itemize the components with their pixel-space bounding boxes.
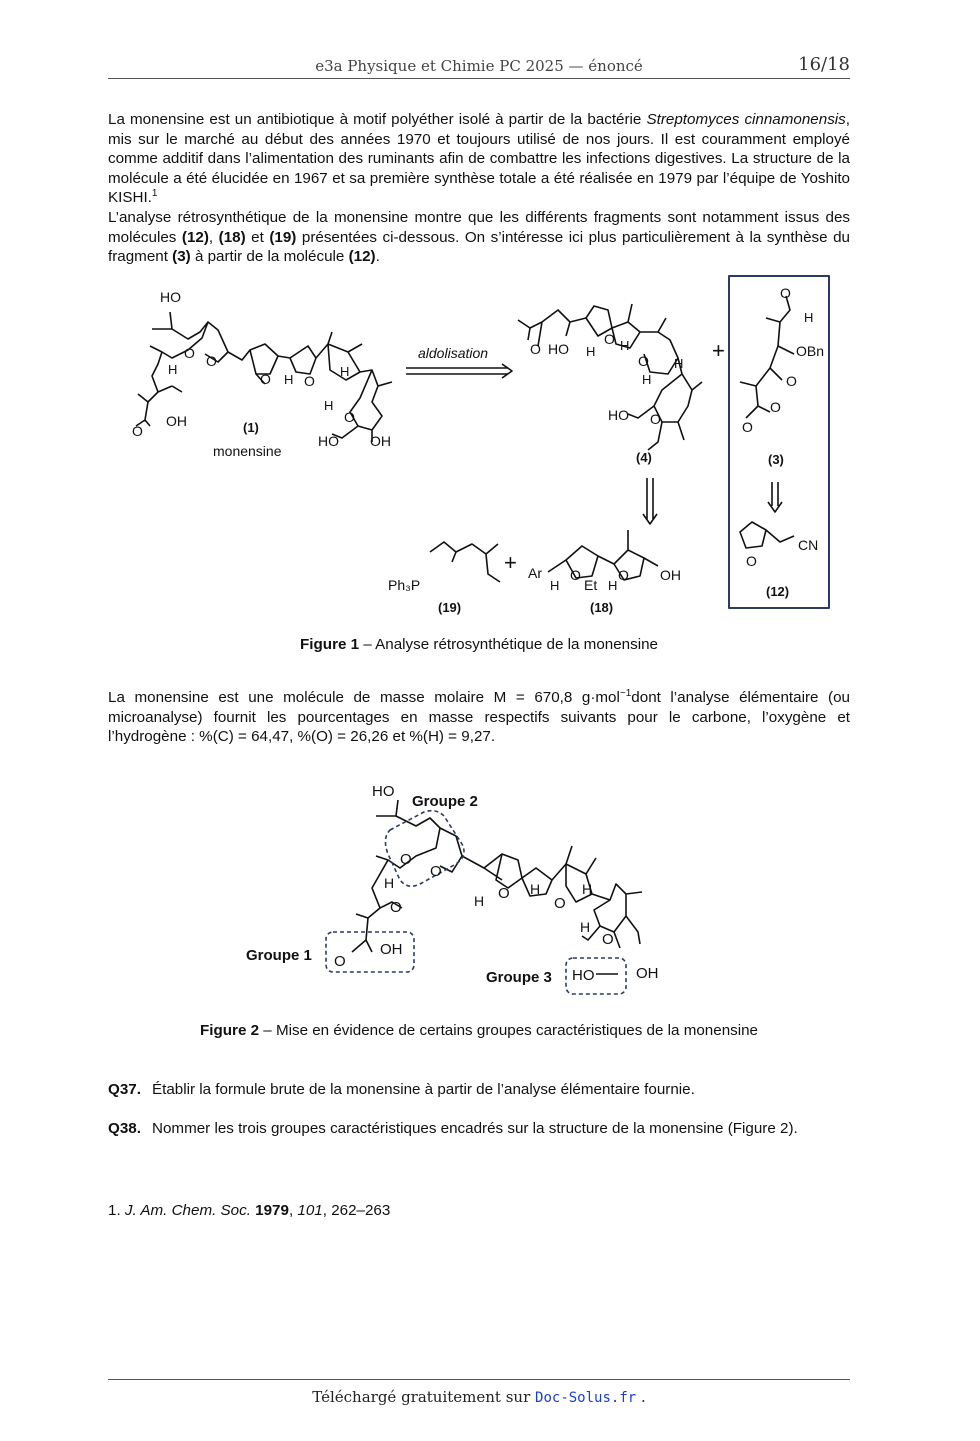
label-m4: (4) [636, 450, 652, 465]
molecule-ref: (19) [269, 228, 297, 246]
label-obn: OBn [796, 343, 825, 359]
doc-solus-link[interactable]: Doc-Solus.fr [535, 1390, 637, 1406]
label-plus: + [504, 550, 517, 575]
label-groupe-1: Groupe 1 [246, 947, 312, 964]
caption-text: – Analyse rétrosynthétique de la monensine [359, 636, 658, 653]
label-groupe-3: Groupe 3 [486, 969, 552, 986]
label-o: O [304, 373, 315, 389]
analysis-paragraph [108, 688, 850, 747]
label-o: O [498, 885, 510, 902]
page-number: 16/18 [798, 54, 850, 75]
intro-text: L’analyse rétrosynthétique de la monensine montre que les différents fragments sont notamment issus des molécules [108, 209, 850, 246]
question-q38 [108, 1119, 850, 1139]
question-number: Q37. [108, 1081, 141, 1098]
aldolisation-arrow [406, 364, 512, 378]
label-oh: OH [660, 567, 681, 583]
figure-2-caption [108, 1022, 850, 1039]
page-header [108, 54, 850, 79]
label-h: H [620, 338, 630, 353]
label-et: Et [584, 577, 598, 593]
label-o: O [132, 423, 143, 439]
label-oh: OH [370, 433, 391, 449]
label-o: O [400, 851, 412, 868]
intro-text: présentées ci-dessous. On s’intéresse ici plus particulièrement à la synthèse du fragment [108, 228, 850, 266]
intro-text: à partir de la molécule [190, 248, 349, 266]
label-o: O [638, 353, 649, 369]
figure-1-caption [108, 636, 850, 653]
label-ho: HO [160, 289, 181, 305]
label-o: O [334, 953, 346, 970]
question-text: Nommer les trois groupes caractéristiques encadrés sur la structure de la monensine (Figure 2). [152, 1120, 798, 1137]
footnote: 1. J. Am. Chem. Soc. 1979, 101, 262–263 [108, 1202, 391, 1219]
figure-1-retrosynthesis [110, 274, 850, 620]
label-oh: OH [636, 965, 659, 982]
label-h: H [384, 875, 395, 891]
molecule-3-skeleton [740, 296, 794, 418]
species-name: Streptomyces cinnamonensis [646, 111, 846, 128]
molecule-ref: (12) [348, 248, 376, 266]
label-o: O [390, 899, 402, 916]
footnote-number: 1. [108, 1202, 125, 1219]
page-footer [108, 1379, 850, 1406]
caption-label: Figure 2 [199, 1022, 260, 1039]
label-o: O [786, 373, 797, 389]
label-ar: Ar [528, 565, 542, 581]
label-m1: (1) [243, 420, 259, 435]
question-number: Q38. [108, 1120, 141, 1137]
label-ho: HO [572, 967, 595, 984]
label-h: H [582, 881, 593, 897]
label-monensine: monensine [213, 443, 282, 459]
caption-label: Figure 1 [300, 636, 360, 653]
label-plus: + [712, 338, 725, 363]
label-ho: HO [608, 407, 629, 423]
label-m12: (12) [766, 584, 790, 599]
label-aldolisation: aldolisation [418, 345, 489, 361]
label-h: H [586, 344, 596, 359]
label-m19: (19) [438, 600, 462, 615]
groupe-2-box [385, 811, 464, 887]
label-o: O [602, 931, 614, 948]
intro-text: La monensine est un antibiotique à motif polyéther isolé à partir de la bactérie [108, 111, 647, 128]
intro-paragraph-1 [108, 110, 850, 208]
label-oh: OH [166, 413, 187, 429]
label-o: O [618, 567, 629, 583]
label-o: O [742, 419, 753, 435]
figure-2-groups [240, 776, 700, 998]
label-h: H [474, 893, 485, 909]
footer-text: Téléchargé gratuitement sur [312, 1388, 536, 1406]
label-h: H [324, 398, 334, 413]
label-h: H [530, 881, 541, 897]
label-o: O [344, 409, 355, 425]
label-h: H [580, 919, 591, 935]
retro-arrow-4 [643, 478, 657, 524]
label-o: O [650, 411, 661, 427]
analysis-text: dont l’analyse élémentaire (ou microanalyse) fournit les pourcentages en masse respectifs suivants pour le carbone, l’oxygène et l’hydrogène : %(C) = 64,47, %(O) = 26,26 et %(H) = 9,27. [108, 689, 850, 746]
molecule-ref: (12) [181, 228, 209, 246]
label-h: H [284, 372, 294, 387]
label-ph3p: Ph₃P [388, 577, 421, 593]
retro-arrow-3 [768, 482, 782, 512]
label-h: H [608, 578, 618, 593]
label-h: H [340, 364, 350, 379]
label-o: O [430, 863, 442, 880]
label-ho: HO [548, 341, 569, 357]
label-ho: HO [372, 783, 395, 800]
label-o: O [184, 345, 195, 361]
label-h: H [642, 372, 652, 387]
label-h: H [550, 578, 560, 593]
label-o: O [604, 331, 615, 347]
analysis-text: La monensine est une molécule de masse molaire M = 670,8 g·mol [108, 689, 620, 706]
monensine-skeleton [352, 800, 642, 952]
molecule-4-skeleton [518, 304, 702, 450]
label-o: O [530, 341, 541, 357]
caption-text: – Mise en évidence de certains groupes caractéristiques de la monensine [259, 1022, 759, 1039]
footer-text: . [636, 1388, 646, 1406]
label-o: O [746, 553, 757, 569]
journal-name: J. Am. Chem. Soc. [124, 1202, 251, 1219]
journal-volume: 101 [297, 1202, 323, 1219]
intro-text: , mis sur le marché au début des années 1970 et toujours utilisé de nos jours. Il est couramment employé comme additif dans l’alimentation des ruminants afin de combattre les infections digestives. La structure de la molécule a été élucidée en 1967 et sa première synthèse totale a été réalisée en 1979 par l’équipe de Yoshito KISHI. [108, 111, 850, 207]
label-h: H [168, 362, 178, 377]
journal-pages: , 262–263 [322, 1202, 391, 1219]
molecule-ref: (18) [218, 228, 246, 246]
molecule-ref: (3) [172, 248, 191, 266]
label-m18: (18) [590, 600, 614, 615]
unit-exponent: −1 [619, 687, 632, 699]
label-o: O [260, 371, 271, 387]
molecule-12-skeleton [740, 522, 794, 548]
molecule-18-skeleton [548, 530, 658, 580]
label-h: H [804, 310, 814, 325]
footnote-ref[interactable]: 1 [151, 188, 158, 200]
figure-2-labels [246, 783, 659, 986]
label-o: O [554, 895, 566, 912]
intro-text: . [375, 248, 380, 266]
label-o: O [206, 353, 217, 369]
intro-text: , [208, 228, 219, 246]
molecule-19-skeleton [430, 542, 500, 582]
intro-text: et [245, 228, 270, 246]
intro-paragraph-2 [108, 208, 850, 267]
question-q37 [108, 1080, 850, 1100]
journal-year: 1979 [255, 1202, 289, 1219]
label-o: O [770, 399, 781, 415]
header-title: e3a Physique et Chimie PC 2025 — énoncé [315, 57, 643, 75]
label-ho: HO [318, 433, 339, 449]
label-o: O [780, 285, 791, 301]
label-groupe-2: Groupe 2 [412, 793, 478, 810]
label-m3: (3) [768, 452, 784, 467]
label-oh: OH [380, 941, 403, 958]
label-o: O [570, 567, 581, 583]
label-cn: CN [798, 537, 819, 553]
label-h: H [674, 356, 684, 371]
question-text: Établir la formule brute de la monensine à partir de l’analyse élémentaire fournie. [152, 1081, 695, 1098]
figure-1-labels [132, 285, 824, 615]
